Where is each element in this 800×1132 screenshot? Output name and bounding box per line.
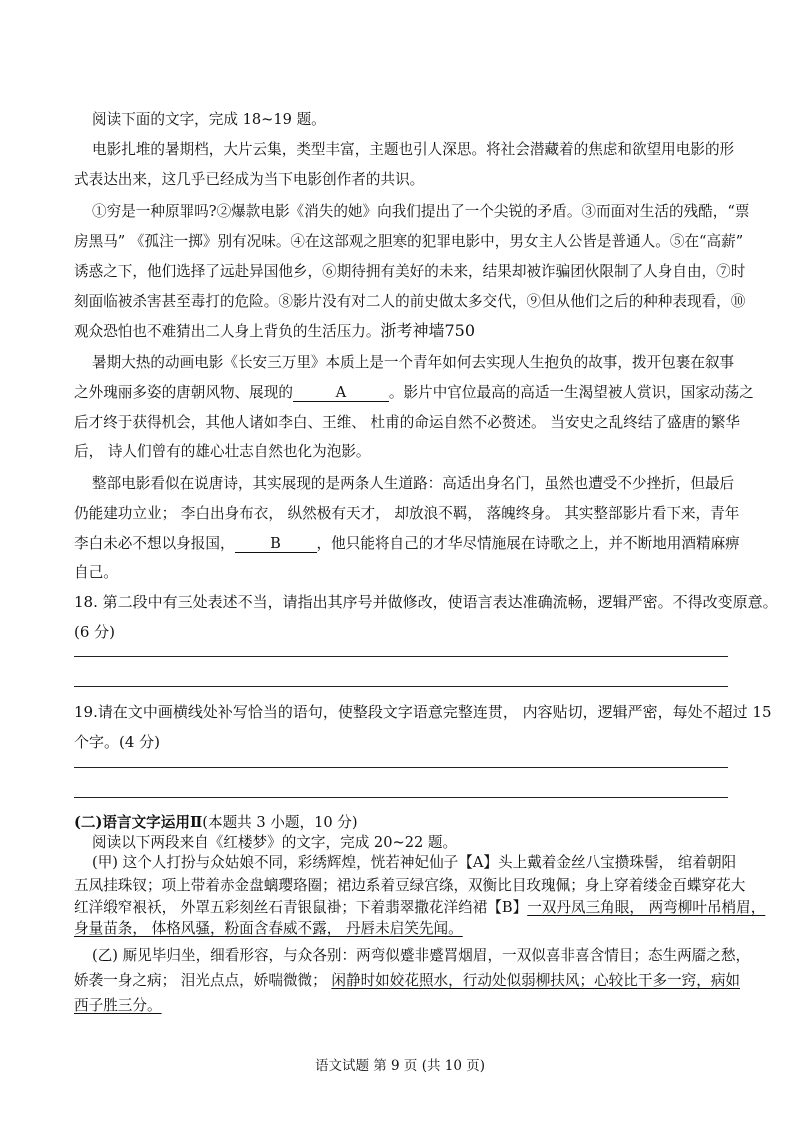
paragraph-3-line-2-pre: 之外瑰丽多姿的唐朝风物、展现的 [74, 384, 293, 401]
paragraph-3-line-4: 后， 诗人们曾有的雄心壮志自然也化为泡影。 [74, 443, 371, 460]
paragraph-1-line-2: 式表达出来，这几乎已经成为当下电影创作者的共识。 [74, 171, 425, 188]
paragraph-4-line-3-pre: 李白未必不想以身报国， [74, 535, 235, 552]
answer-line-18-2[interactable] [74, 686, 728, 687]
passage-yi-line-2-pre: 娇袭一身之病； 泪光点点，娇喘微微； [74, 972, 332, 989]
paragraph-4-line-3 [74, 534, 740, 554]
answer-line-19-1[interactable] [74, 767, 728, 768]
section-2-meta: (本题共 3 小题，10 分) [202, 814, 358, 831]
passage-jia-underlined-2: 身量苗条， 体格风骚，粉面含春威不露， 丹唇未启笑先闻。 [74, 920, 463, 937]
paragraph-4-line-4: 自己。 [74, 564, 118, 581]
paragraph-1-line-1: 电影扎堆的暑期档，大片云集，类型丰富，主题也引人深思。将社会潜藏着的焦虑和欲望用电影的形 [92, 141, 735, 158]
passage-yi-underlined-2: 西子胜三分。 [74, 997, 162, 1014]
paragraph-3-line-1: 暑期大热的动画电影《长安三万里》本质上是一个青年如何去实现人生抱负的故事，拨开包裹在叙事 [92, 354, 735, 371]
passage-jia-line-1: (甲) 这个人打扮与众姑娘不同，彩绣辉煌，恍若神妃仙子【A】头上戴着金丝八宝攒珠髻， 绾着朝阳 [92, 854, 737, 871]
page-footer: 语文试题 第 9 页 (共 10 页) [314, 1058, 486, 1074]
passage-yi-line-1: (乙) 厮见毕归坐，细看形容，与众各别：两弯似蹙非蹙罥烟眉，一双似喜非喜含情目；态生两靥之愁， [92, 947, 751, 964]
paragraph-4-line-3-post: ，他只能将自己的才华尽情施展在诗歌之上，并不断地用酒精麻痹 [316, 535, 740, 552]
question-19-line-2: 个字。(4 分) [74, 733, 161, 751]
paragraph-2-line-3: 诱惑之下，他们选择了远赴异国他乡，⑥期待拥有美好的未来，结果却被诈骗团伙限制了人身自由，⑦时 [74, 263, 746, 280]
question-19-line-1: 19.请在文中画横线处补写恰当的语句，使整段文字语意完整连贯， 内容贴切，逻辑严密，每处不超过 15 [74, 703, 772, 721]
blank-b[interactable]: B [235, 536, 317, 553]
paragraph-2-line-4: 刻面临被杀害甚至毒打的危险。⑧影片没有对二人的前史做太多交代，⑨但从他们之后的种种表现看，⑩ [74, 293, 746, 310]
paragraph-4-line-1: 整部电影看似在说唐诗，其实展现的是两条人生道路：高适出身名门，虽然也遭受不少挫折，但最后 [92, 475, 735, 492]
paragraph-2-line-5 [74, 321, 475, 342]
paragraph-3-line-3: 后才终于获得机会，其他人诸如李白、王维、 杜甫的命运自然不必赘述。 当安史之乱终结了盛唐的繁华 [74, 414, 741, 431]
question-18-line-2: (6 分) [74, 623, 116, 641]
passage-jia-line-4 [74, 919, 463, 939]
paragraph-2-line-1: ①穷是一种原罪吗?②爆款电影《消失的她》向我们提出了一个尖锐的矛盾。③而面对生活的残酷，“票 [92, 203, 750, 220]
passage-jia-line-3 [74, 898, 765, 918]
question-18-line-1: 18. 第二段中有三处表述不当，请指出其序号并做修改，使语言表达准确流畅，逻辑严密。不得改变原意。 [74, 593, 778, 611]
watermark-text: 浙考神墙750 [380, 321, 476, 340]
passage-yi-line-2 [74, 971, 740, 991]
section-2-title: (二)语言文字运用Ⅱ [74, 814, 203, 831]
paragraph-4-line-2: 仍能建功立业； 李白出身布衣， 纵然极有天才， 却放浪不羁， 落魄终身。 其实整部影片看下来，青年 [74, 505, 740, 522]
passage-jia-line-3-pre: 红洋缎窄裉袄， 外罩五彩刻丝石青银鼠褂；下着翡翠撒花洋绉裙【B】 [74, 899, 528, 916]
passage-jia-line-2: 五凤挂珠钗；项上带着赤金盘螭璎珞圈；裙边系着豆绿宫绦，双衡比目玫瑰佩；身上穿着缕金百蝶穿花大 [74, 877, 746, 894]
passage-jia-underlined-1: 一双丹凤三角眼， 两弯柳叶吊梢眉， [527, 899, 766, 916]
paragraph-2-line-2: 房黑马” 《孤注一掷》别有况味。④在这部观之胆寒的犯罪电影中，男女主人公皆是普通人。⑤在“高薪” [74, 233, 744, 250]
reading-instruction: 阅读下面的文字，完成 18~19 题。 [92, 111, 326, 128]
paragraph-3-line-2 [74, 383, 754, 403]
answer-line-19-2[interactable] [74, 797, 728, 798]
paragraph-3-line-2-post: 。影片中官位最高的高适一生渴望被人赏识，国家动荡之 [388, 384, 754, 401]
answer-line-18-1[interactable] [74, 656, 728, 657]
section-2-intro: 阅读以下两段来自《红楼梦》的文字，完成 20~22 题。 [92, 834, 458, 851]
passage-yi-line-3 [74, 996, 162, 1016]
blank-a[interactable]: A [293, 385, 389, 402]
paragraph-2-last-text: 观众恐怕也不难猜出二人身上背负的生活压力。 [74, 323, 381, 340]
section-2-heading [74, 813, 358, 833]
passage-yi-underlined-1: 闲静时如姣花照水，行动处似弱柳扶风；心较比干多一窍，病如 [331, 972, 741, 989]
